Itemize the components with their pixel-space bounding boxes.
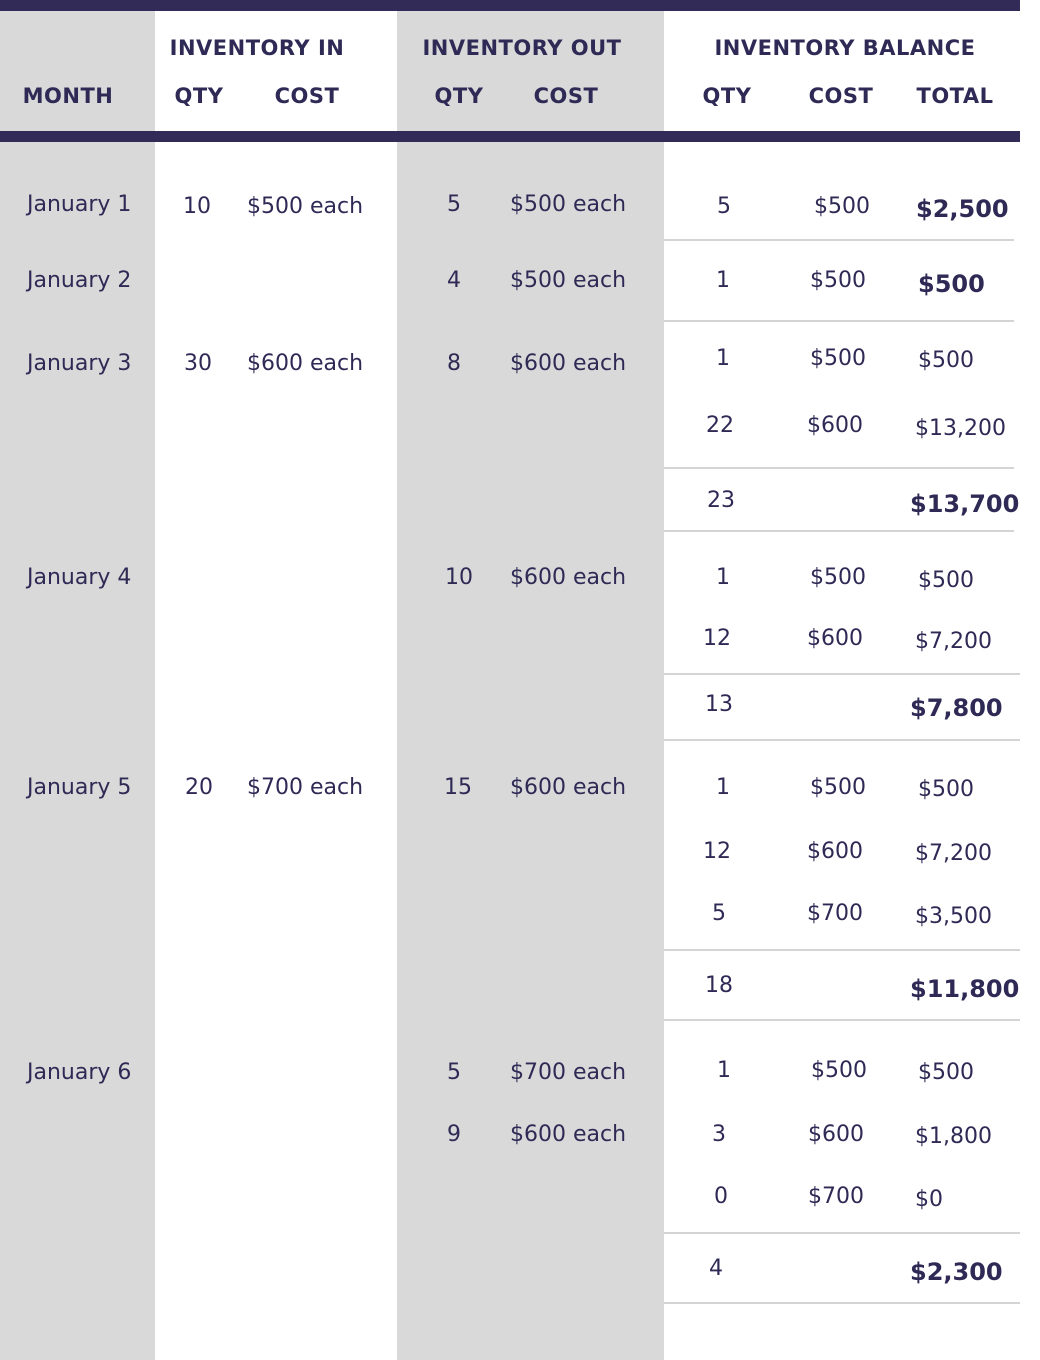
balance-qty: 1 bbox=[716, 346, 730, 371]
balance-total: $1,800 bbox=[915, 1124, 992, 1149]
month-label: January 3 bbox=[27, 351, 132, 376]
row-divider bbox=[664, 1019, 1020, 1021]
out-qty: 4 bbox=[447, 268, 461, 293]
out-qty: 9 bbox=[447, 1122, 461, 1147]
month-label: January 4 bbox=[27, 565, 132, 590]
header-in-cost: COST bbox=[274, 84, 340, 108]
header-inventory-out: INVENTORY OUT bbox=[422, 36, 622, 60]
out-qty: 10 bbox=[445, 565, 473, 590]
row-divider bbox=[664, 739, 1020, 741]
summary-qty: 18 bbox=[705, 973, 733, 998]
header-inventory-in: INVENTORY IN bbox=[169, 36, 345, 60]
header-top-bar bbox=[0, 0, 1020, 11]
balance-qty: 22 bbox=[706, 413, 734, 438]
header-bottom-bar bbox=[0, 131, 1020, 142]
summary-qty: 23 bbox=[707, 488, 735, 513]
balance-qty: 5 bbox=[712, 901, 726, 926]
balance-total: $2,500 bbox=[916, 195, 1009, 223]
row-divider bbox=[664, 530, 1014, 532]
summary-qty: 13 bbox=[705, 692, 733, 717]
header-inventory-balance: INVENTORY BALANCE bbox=[714, 36, 976, 60]
balance-cost: $500 bbox=[811, 1058, 867, 1083]
in-qty: 30 bbox=[184, 351, 212, 376]
balance-cost: $700 bbox=[808, 1184, 864, 1209]
balance-cost: $600 bbox=[807, 413, 863, 438]
in-qty: 20 bbox=[185, 775, 213, 800]
balance-cost: $600 bbox=[807, 626, 863, 651]
in-cost: $700 each bbox=[247, 775, 364, 800]
balance-cost: $600 bbox=[807, 839, 863, 864]
out-cost: $600 each bbox=[510, 1122, 627, 1147]
summary-total: $13,700 bbox=[910, 490, 1020, 518]
balance-total: $7,200 bbox=[915, 841, 992, 866]
header-month: MONTH bbox=[22, 84, 114, 108]
month-label: January 1 bbox=[27, 192, 132, 217]
header-bal-total: TOTAL bbox=[916, 84, 994, 108]
out-cost: $600 each bbox=[510, 775, 627, 800]
summary-qty: 4 bbox=[709, 1256, 723, 1281]
row-divider bbox=[664, 949, 1020, 951]
balance-qty: 1 bbox=[716, 565, 730, 590]
balance-total: $500 bbox=[918, 568, 974, 593]
balance-total: $500 bbox=[918, 270, 985, 298]
balance-total: $7,200 bbox=[915, 629, 992, 654]
out-cost: $600 each bbox=[510, 351, 627, 376]
row-divider bbox=[664, 1232, 1020, 1234]
balance-cost: $500 bbox=[810, 775, 866, 800]
header-out-cost: COST bbox=[533, 84, 599, 108]
in-cost: $500 each bbox=[247, 194, 364, 219]
in-qty: 10 bbox=[183, 194, 211, 219]
month-label: January 2 bbox=[27, 268, 132, 293]
row-divider bbox=[664, 1302, 1020, 1304]
balance-total: $500 bbox=[918, 348, 974, 373]
summary-total: $2,300 bbox=[910, 1258, 1003, 1286]
month-label: January 6 bbox=[27, 1060, 132, 1085]
out-cost: $600 each bbox=[510, 565, 627, 590]
out-qty: 5 bbox=[447, 192, 461, 217]
header-bal-cost: COST bbox=[808, 84, 874, 108]
row-divider bbox=[664, 673, 1020, 675]
balance-qty: 12 bbox=[703, 839, 731, 864]
row-divider bbox=[664, 320, 1014, 322]
header-in-qty: QTY bbox=[174, 84, 224, 108]
row-divider bbox=[664, 467, 1014, 469]
balance-cost: $600 bbox=[808, 1122, 864, 1147]
out-cost: $500 each bbox=[510, 192, 627, 217]
out-cost: $500 each bbox=[510, 268, 627, 293]
balance-total: $500 bbox=[918, 777, 974, 802]
in-cost: $600 each bbox=[247, 351, 364, 376]
balance-qty: 1 bbox=[716, 775, 730, 800]
header-bal-qty: QTY bbox=[702, 84, 752, 108]
balance-qty: 1 bbox=[717, 1058, 731, 1083]
balance-total: $3,500 bbox=[915, 904, 992, 929]
balance-qty: 1 bbox=[716, 268, 730, 293]
balance-cost: $500 bbox=[810, 268, 866, 293]
balance-cost: $500 bbox=[810, 346, 866, 371]
out-qty: 8 bbox=[447, 351, 461, 376]
out-qty: 15 bbox=[444, 775, 472, 800]
balance-total: $13,200 bbox=[915, 416, 1006, 441]
header-out-qty: QTY bbox=[434, 84, 484, 108]
balance-cost: $500 bbox=[814, 194, 870, 219]
balance-total: $500 bbox=[918, 1060, 974, 1085]
balance-qty: 5 bbox=[717, 194, 731, 219]
balance-cost: $700 bbox=[807, 901, 863, 926]
balance-qty: 0 bbox=[714, 1184, 728, 1209]
month-label: January 5 bbox=[27, 775, 132, 800]
balance-total: $0 bbox=[915, 1187, 943, 1212]
out-qty: 5 bbox=[447, 1060, 461, 1085]
summary-total: $11,800 bbox=[910, 975, 1020, 1003]
row-divider bbox=[664, 239, 1014, 241]
balance-qty: 12 bbox=[703, 626, 731, 651]
balance-cost: $500 bbox=[810, 565, 866, 590]
summary-total: $7,800 bbox=[910, 694, 1003, 722]
out-cost: $700 each bbox=[510, 1060, 627, 1085]
balance-qty: 3 bbox=[712, 1122, 726, 1147]
